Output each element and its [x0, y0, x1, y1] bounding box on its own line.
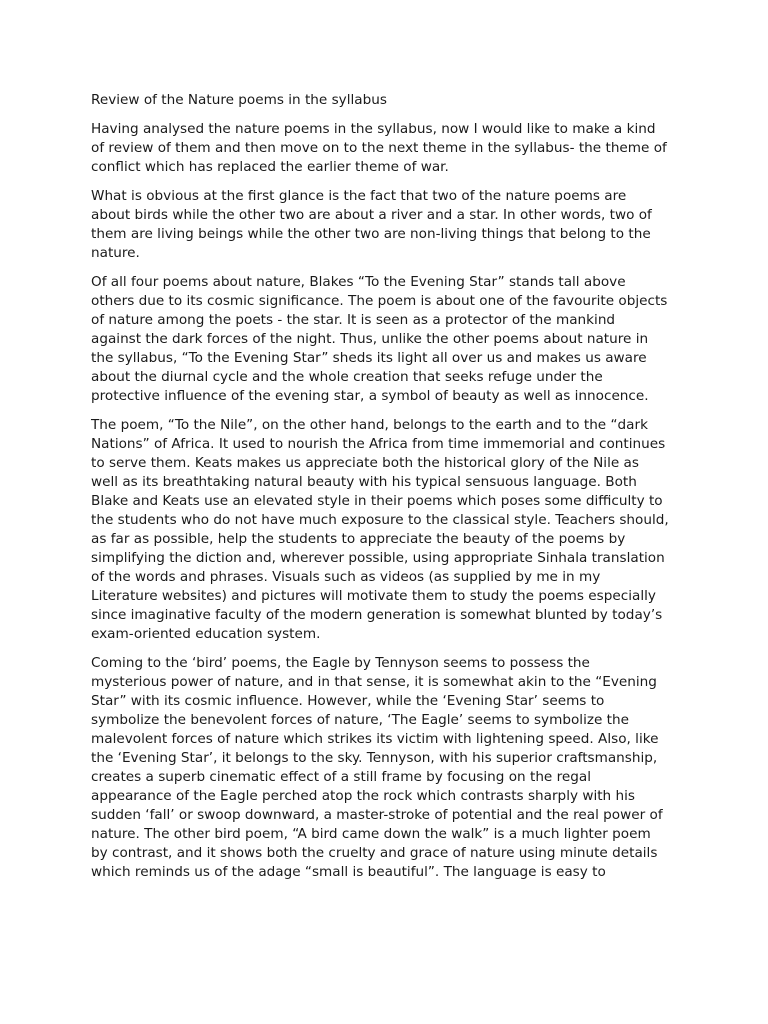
- text-line: the students who do not have much exposure to the classical style. Teachers should,: [91, 512, 669, 528]
- document-body: [91, 91, 691, 892]
- text-line: Star” with its cosmic influence. However, while the ‘Evening Star’ seems to: [91, 693, 605, 709]
- text-line: mysterious power of nature, and in that sense, it is somewhat akin to the “Evening: [91, 674, 657, 690]
- text-line: which reminds us of the adage “small is beautiful”. The language is easy to: [91, 864, 606, 880]
- text-line: conflict which has replaced the earlier theme of war.: [91, 159, 449, 175]
- text-line: them are living beings while the other two are non-living things that belong to the: [91, 226, 651, 242]
- text-line: about birds while the other two are about a river and a star. In other words, two of: [91, 207, 652, 223]
- text-line: The poem, “To the Nile”, on the other hand, belongs to the earth and to the “dark: [91, 417, 648, 433]
- text-line: Nations” of Africa. It used to nourish the Africa from time immemorial and continues: [91, 436, 666, 452]
- text-line: of the words and phrases. Visuals such as videos (as supplied by me in my: [91, 569, 601, 585]
- text-line: symbolize the benevolent forces of nature, ‘The Eagle’ seems to symbolize the: [91, 712, 629, 728]
- text-line: of review of them and then move on to the next theme in the syllabus- the theme of: [91, 140, 667, 156]
- text-line: Having analysed the nature poems in the syllabus, now I would like to make a kind: [91, 121, 656, 137]
- text-line: Literature websites) and pictures will motivate them to study the poems especially: [91, 588, 656, 604]
- paragraph-nile: [91, 416, 691, 644]
- text-line: since imaginative faculty of the modern generation is somewhat blunted by today’s: [91, 607, 663, 623]
- text-line: by contrast, and it shows both the cruelty and grace of nature using minute details: [91, 845, 658, 861]
- text-line: simplifying the diction and, wherever possible, using appropriate Sinhala translation: [91, 550, 665, 566]
- text-line: nature.: [91, 245, 140, 261]
- text-line: exam-oriented education system.: [91, 626, 321, 642]
- text-line: malevolent forces of nature which strikes its victim with lightening speed. Also, like: [91, 731, 659, 747]
- text-line: protective influence of the evening star, a symbol of beauty as well as innocence.: [91, 388, 649, 404]
- text-line: others due to its cosmic significance. The poem is about one of the favourite objects: [91, 293, 668, 309]
- text-line: appearance of the Eagle perched atop the rock which contrasts sharply with his: [91, 788, 635, 804]
- text-line: sudden ‘fall’ or swoop downward, a master-stroke of potential and the real power of: [91, 807, 663, 823]
- text-line: What is obvious at the first glance is the fact that two of the nature poems are: [91, 188, 627, 204]
- text-line: the ‘Evening Star’, it belongs to the sky. Tennyson, with his superior craftsmanship,: [91, 750, 658, 766]
- text-line: to serve them. Keats makes us appreciate both the historical glory of the Nile as: [91, 455, 639, 471]
- paragraph-evening-star: [91, 273, 691, 406]
- text-line: against the dark forces of the night. Thus, unlike the other poems about nature in: [91, 331, 649, 347]
- text-line: well as its breathtaking natural beauty with his typical sensuous language. Both: [91, 474, 637, 490]
- text-line: nature. The other bird poem, “A bird came down the walk” is a much lighter poem: [91, 826, 651, 842]
- text-line: Of all four poems about nature, Blakes “To the Evening Star” stands tall above: [91, 274, 626, 290]
- paragraph-bird-poems: [91, 654, 691, 882]
- text-line: the syllabus, “To the Evening Star” sheds its light all over us and makes us aware: [91, 350, 647, 366]
- text-line: about the diurnal cycle and the whole creation that seeks refuge under the: [91, 369, 603, 385]
- text-line: of nature among the poets - the star. It is seen as a protector of the mankind: [91, 312, 616, 328]
- paragraph-overview: [91, 187, 691, 263]
- text-line: as far as possible, help the students to appreciate the beauty of the poems by: [91, 531, 626, 547]
- text-line: Blake and Keats use an elevated style in their poems which poses some difficulty to: [91, 493, 663, 509]
- text-line: creates a superb cinematic effect of a still frame by focusing on the regal: [91, 769, 592, 785]
- text-line: Coming to the ‘bird’ poems, the Eagle by Tennyson seems to possess the: [91, 655, 590, 671]
- paragraph-intro: [91, 120, 691, 177]
- document-title: Review of the Nature poems in the syllabus: [91, 92, 387, 108]
